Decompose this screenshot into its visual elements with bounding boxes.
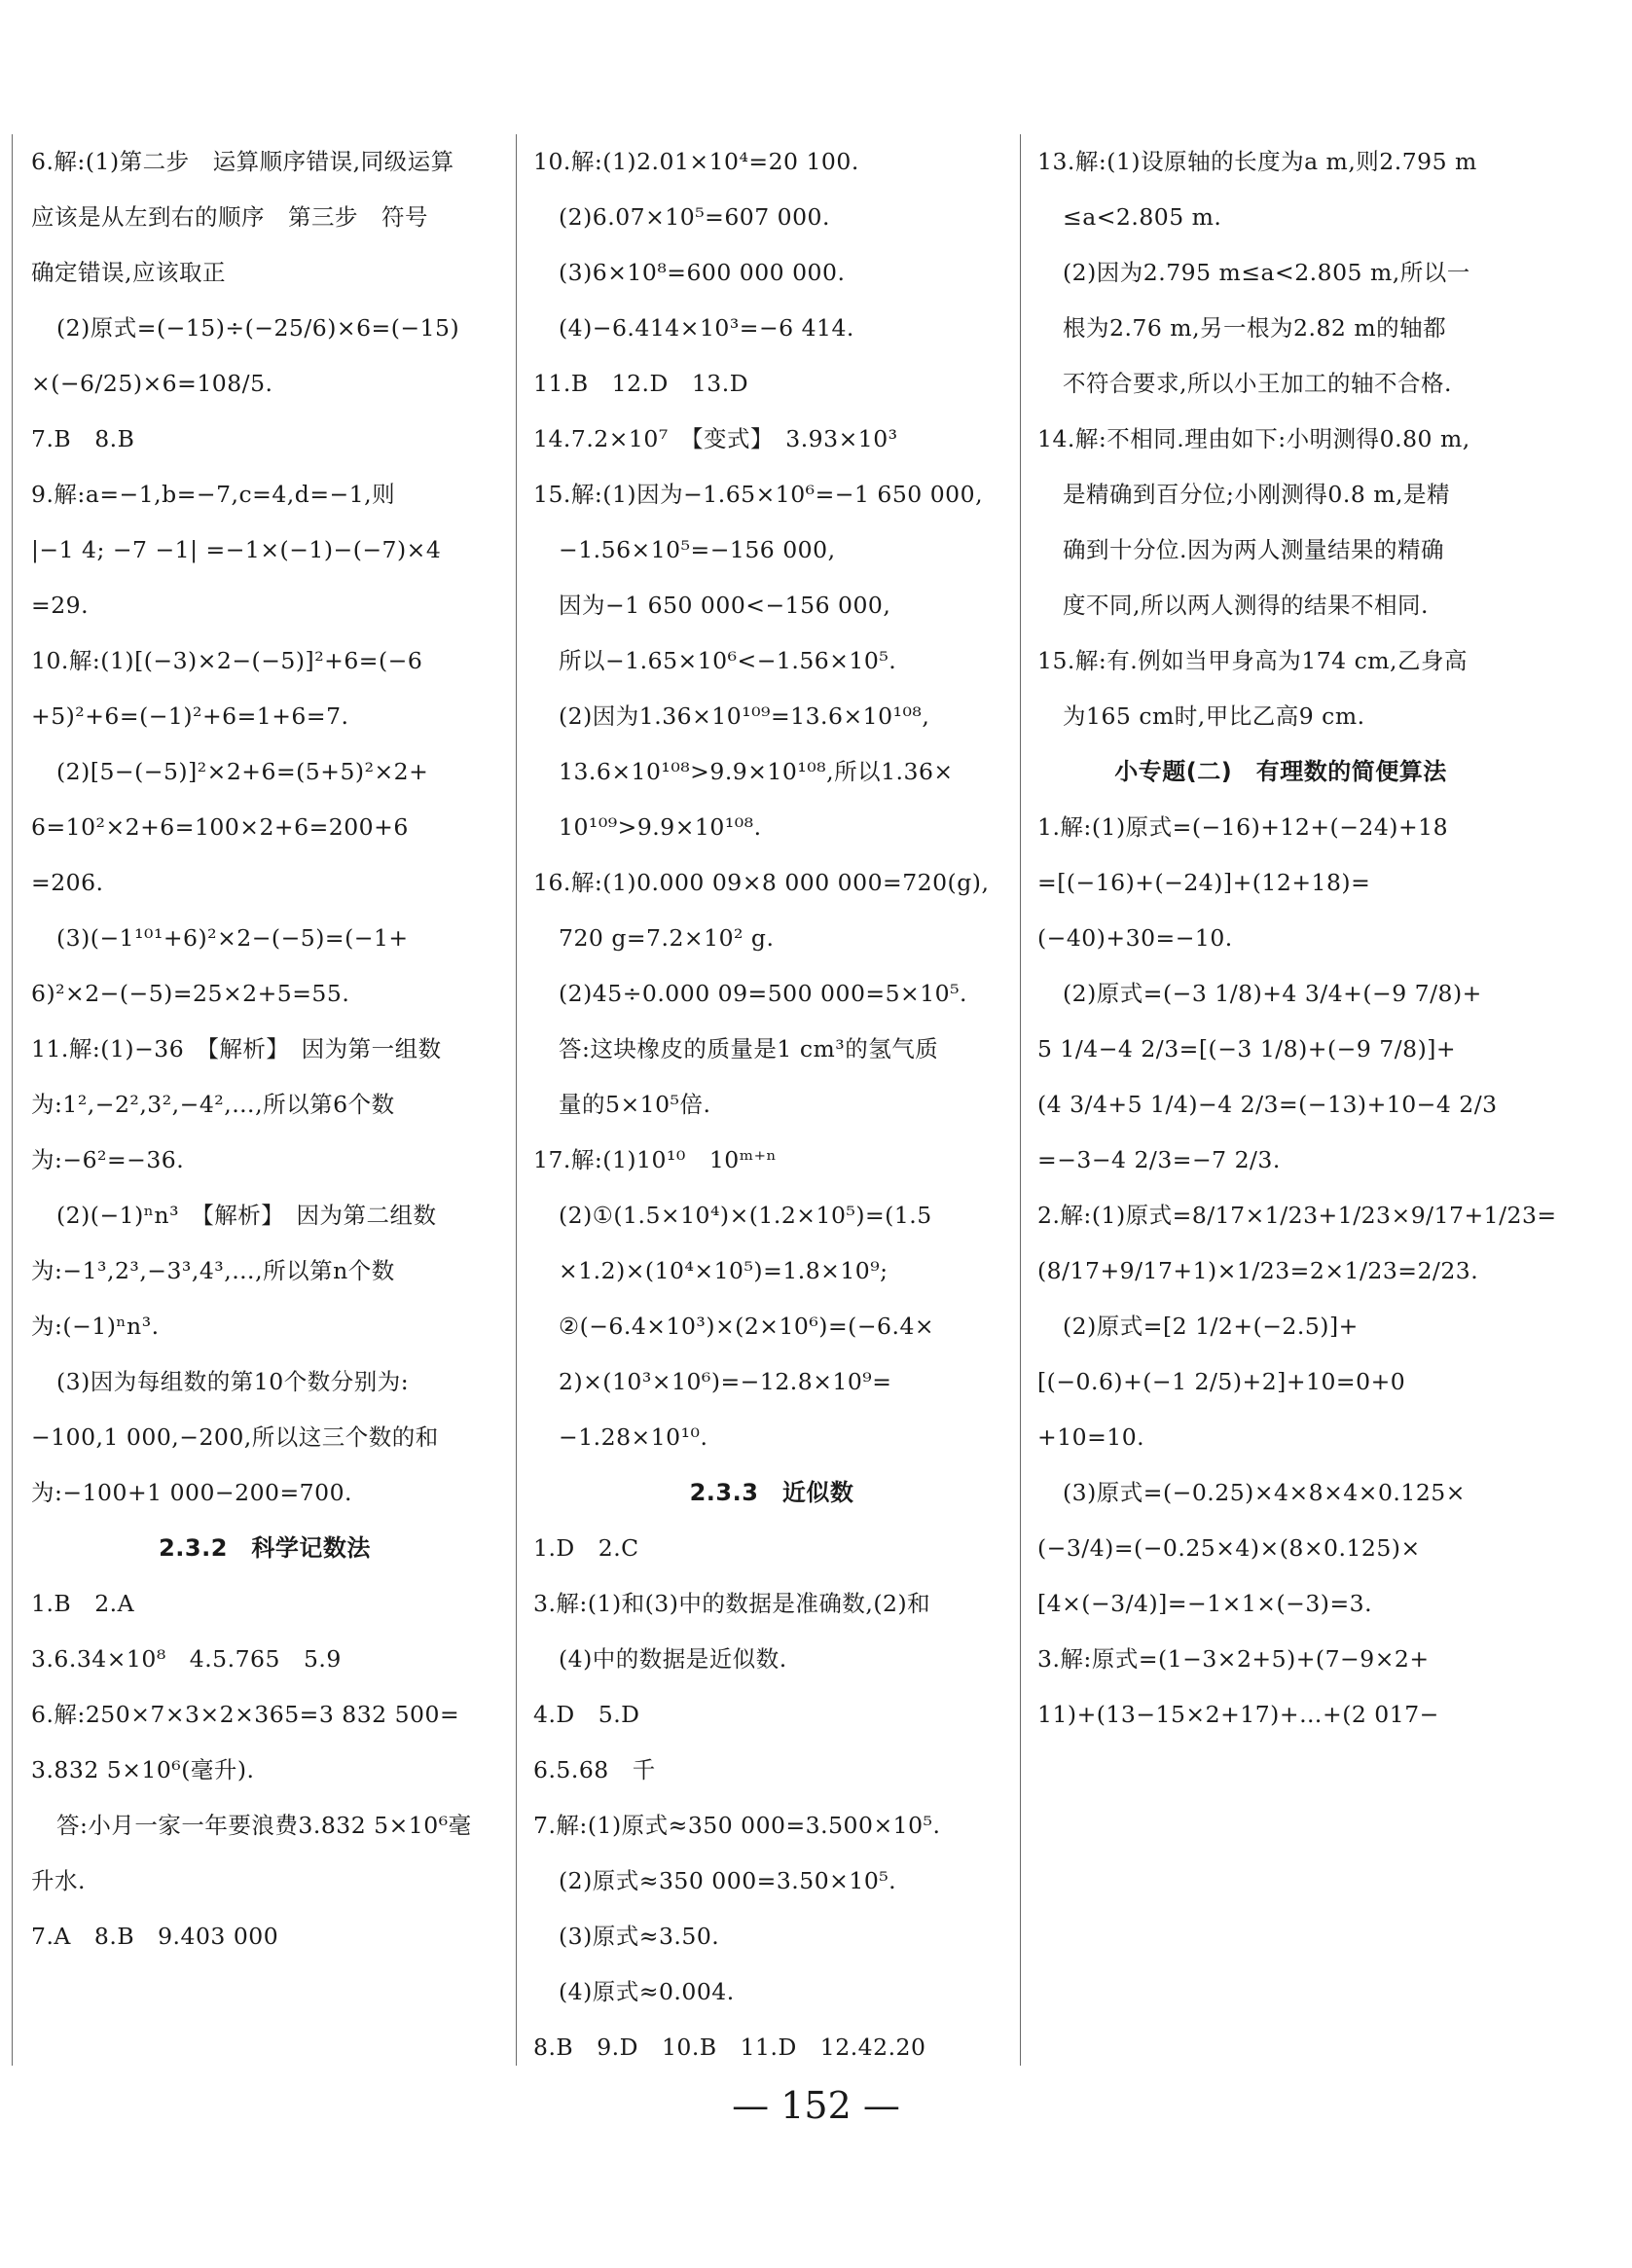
- answer-line: ×1.2)×(10⁴×10⁵)=1.8×10⁹;: [559, 1257, 889, 1284]
- answer-line: (4)−6.414×10³=−6 414.: [559, 314, 854, 342]
- answer-line: (8/17+9/17+1)×1/23=2×1/23=2/23.: [1037, 1257, 1479, 1284]
- answer-line: (4 3/4+5 1/4)−4 2/3=(−13)+10−4 2/3: [1037, 1091, 1498, 1118]
- answer-line: 10.解:(1)[(−3)×2−(−5)]²+6=(−6: [31, 647, 423, 674]
- answer-line: 2)×(10³×10⁶)=−12.8×10⁹=: [559, 1368, 892, 1395]
- answer-line: −1.56×10⁵=−156 000,: [559, 536, 836, 563]
- answer-line: (−3/4)=(−0.25×4)×(8×0.125)×: [1037, 1534, 1421, 1562]
- answer-line: 为165 cm时,甲比乙高9 cm.: [1063, 702, 1365, 730]
- answer-line: 15.解:有.例如当甲身高为174 cm,乙身高: [1037, 647, 1468, 674]
- column-divider: [1020, 134, 1021, 2066]
- answer-line: 升水.: [31, 1867, 86, 1894]
- answer-line: (2)45÷0.000 09=500 000=5×10⁵.: [559, 980, 968, 1007]
- answer-line: 11.B 12.D 13.D: [533, 370, 749, 397]
- answer-line: 确定错误,应该取正: [31, 259, 226, 286]
- answer-line: (2)因为1.36×10¹⁰⁹=13.6×10¹⁰⁸,: [559, 702, 930, 730]
- section-heading: 2.3.3 近似数: [689, 1479, 854, 1506]
- answer-line: =206.: [31, 869, 104, 896]
- answer-line: 为:−1³,2³,−3³,4³,…,所以第n个数: [31, 1257, 395, 1284]
- answer-line: (3)因为每组数的第10个数分别为:: [56, 1368, 410, 1395]
- answer-line: (3)原式=(−0.25)×4×8×4×0.125×: [1063, 1479, 1466, 1506]
- answer-line: 1.D 2.C: [533, 1534, 639, 1562]
- answer-line: 应该是从左到右的顺序 第三步 符号: [31, 203, 428, 231]
- answer-line: 14.解:不相同.理由如下:小明测得0.80 m,: [1037, 425, 1470, 452]
- answer-line: 9.解:a=−1,b=−7,c=4,d=−1,则: [31, 481, 396, 508]
- answer-line: (4)中的数据是近似数.: [559, 1645, 787, 1673]
- answer-line: 确到十分位.因为两人测量结果的精确: [1063, 536, 1444, 563]
- answer-line: ②(−6.4×10³)×(2×10⁶)=(−6.4×: [559, 1313, 935, 1340]
- answer-line: 5 1/4−4 2/3=[(−3 1/8)+(−9 7/8)]+: [1037, 1035, 1457, 1062]
- answer-line: 根为2.76 m,另一根为2.82 m的轴都: [1063, 314, 1447, 342]
- answer-line: ×(−6/25)×6=108/5.: [31, 370, 273, 397]
- answer-line: 因为−1 650 000<−156 000,: [559, 592, 891, 619]
- answer-line: 10.解:(1)2.01×10⁴=20 100.: [533, 148, 859, 175]
- answer-line: +10=10.: [1037, 1423, 1145, 1451]
- answer-line: 量的5×10⁵倍.: [559, 1091, 711, 1118]
- answer-line: 7.解:(1)原式≈350 000=3.500×10⁵.: [533, 1812, 941, 1839]
- answer-line: 为:1²,−2²,3²,−4²,…,所以第6个数: [31, 1091, 395, 1118]
- answer-line: 3.832 5×10⁶(毫升).: [31, 1756, 255, 1783]
- answer-line: (2)原式=(−3 1/8)+4 3/4+(−9 7/8)+: [1063, 980, 1482, 1007]
- answer-line: 11)+(13−15×2+17)+…+(2 017−: [1037, 1701, 1439, 1728]
- answer-line: 8.B 9.D 10.B 11.D 12.42.20: [533, 2034, 926, 2061]
- answer-line: 3.解:(1)和(3)中的数据是准确数,(2)和: [533, 1590, 931, 1617]
- answer-line: 答:小月一家一年要浪费3.832 5×10⁶毫: [56, 1812, 472, 1839]
- answer-line: 是精确到百分位;小刚测得0.8 m,是精: [1063, 481, 1451, 508]
- answer-line: (2)原式=(−15)÷(−25/6)×6=(−15): [56, 314, 460, 342]
- answer-line: (2)[5−(−5)]²×2+6=(5+5)²×2+: [56, 758, 429, 785]
- answer-line: 为:−100+1 000−200=700.: [31, 1479, 352, 1506]
- answer-column-middle: [533, 134, 1010, 2064]
- answer-line: +5)²+6=(−1)²+6=1+6=7.: [31, 702, 349, 730]
- column-divider: [516, 134, 517, 2066]
- answer-line: 为:−6²=−36.: [31, 1146, 185, 1173]
- answer-line: 11.解:(1)−36 【解析】 因为第一组数: [31, 1035, 442, 1062]
- answer-line: −1.28×10¹⁰.: [559, 1423, 708, 1451]
- answer-line: (2)①(1.5×10⁴)×(1.2×10⁵)=(1.5: [559, 1202, 932, 1229]
- section-heading: 小专题(二) 有理数的简便算法: [1114, 758, 1447, 785]
- answer-line: (3)6×10⁸=600 000 000.: [559, 259, 846, 286]
- answer-column-right: [1037, 134, 1557, 2064]
- answer-line: 10¹⁰⁹>9.9×10¹⁰⁸.: [559, 813, 762, 841]
- answer-line: 6.解:(1)第二步 运算顺序错误,同级运算: [31, 148, 454, 175]
- answer-line: =[(−16)+(−24)]+(12+18)=: [1037, 869, 1371, 896]
- answer-line: (4)原式≈0.004.: [559, 1978, 735, 2005]
- answer-line: |−1 4; −7 −1| =−1×(−1)−(−7)×4: [31, 536, 442, 563]
- answer-line: 4.D 5.D: [533, 1701, 640, 1728]
- answer-line: 17.解:(1)10¹⁰ 10ᵐ⁺ⁿ: [533, 1146, 778, 1173]
- answer-line: 不符合要求,所以小王加工的轴不合格.: [1063, 370, 1452, 397]
- answer-line: ≤a<2.805 m.: [1063, 203, 1222, 231]
- answer-line: 度不同,所以两人测得的结果不相同.: [1063, 592, 1429, 619]
- answer-line: 为:(−1)ⁿn³.: [31, 1313, 160, 1340]
- answer-column-left: [31, 134, 498, 2064]
- answer-line: (2)6.07×10⁵=607 000.: [559, 203, 830, 231]
- answer-line: (3)原式≈3.50.: [559, 1923, 720, 1950]
- answer-line: 16.解:(1)0.000 09×8 000 000=720(g),: [533, 869, 990, 896]
- page-number: — 152 —: [732, 2084, 900, 2127]
- answer-line: 6)²×2−(−5)=25×2+5=55.: [31, 980, 350, 1007]
- answer-line: 15.解:(1)因为−1.65×10⁶=−1 650 000,: [533, 481, 984, 508]
- answer-line: 6.5.68 千: [533, 1756, 656, 1783]
- answer-line: 3.解:原式=(1−3×2+5)+(7−9×2+: [1037, 1645, 1430, 1673]
- answer-line: =−3−4 2/3=−7 2/3.: [1037, 1146, 1281, 1173]
- answer-line: 6.解:250×7×3×2×365=3 832 500=: [31, 1701, 460, 1728]
- answer-line: 14.7.2×10⁷ 【变式】 3.93×10³: [533, 425, 898, 452]
- answer-line: [4×(−3/4)]=−1×1×(−3)=3.: [1037, 1590, 1373, 1617]
- column-divider: [12, 134, 13, 2066]
- answer-line: 6=10²×2+6=100×2+6=200+6: [31, 813, 409, 841]
- answer-line: 7.B 8.B: [31, 425, 135, 452]
- answer-line: =29.: [31, 592, 90, 619]
- section-heading: 2.3.2 科学记数法: [159, 1534, 371, 1562]
- answer-line: −100,1 000,−200,所以这三个数的和: [31, 1423, 439, 1451]
- answer-line: (3)(−1¹⁰¹+6)²×2−(−5)=(−1+: [56, 924, 409, 952]
- answer-line: (2)原式≈350 000=3.50×10⁵.: [559, 1867, 897, 1894]
- answer-line: (2)原式=[2 1/2+(−2.5)]+: [1063, 1313, 1359, 1340]
- answer-line: 所以−1.65×10⁶<−1.56×10⁵.: [559, 647, 897, 674]
- answer-line: 1.B 2.A: [31, 1590, 135, 1617]
- answer-line: 13.解:(1)设原轴的长度为a m,则2.795 m: [1037, 148, 1477, 175]
- answer-line: 答:这块橡皮的质量是1 cm³的氢气质: [559, 1035, 939, 1062]
- answer-line: 1.解:(1)原式=(−16)+12+(−24)+18: [1037, 813, 1449, 841]
- answer-line: 3.6.34×10⁸ 4.5.765 5.9: [31, 1645, 342, 1673]
- answer-line: 2.解:(1)原式=8/17×1/23+1/23×9/17+1/23=: [1037, 1202, 1557, 1229]
- answer-line: (2)(−1)ⁿn³ 【解析】 因为第二组数: [56, 1202, 437, 1229]
- answer-line: [(−0.6)+(−1 2/5)+2]+10=0+0: [1037, 1368, 1406, 1395]
- answer-line: 7.A 8.B 9.403 000: [31, 1923, 279, 1950]
- answer-line: (−40)+30=−10.: [1037, 924, 1233, 952]
- answer-line: 720 g=7.2×10² g.: [559, 924, 775, 952]
- answer-line: 13.6×10¹⁰⁸>9.9×10¹⁰⁸,所以1.36×: [559, 758, 954, 785]
- answer-line: (2)因为2.795 m≤a<2.805 m,所以一: [1063, 259, 1470, 286]
